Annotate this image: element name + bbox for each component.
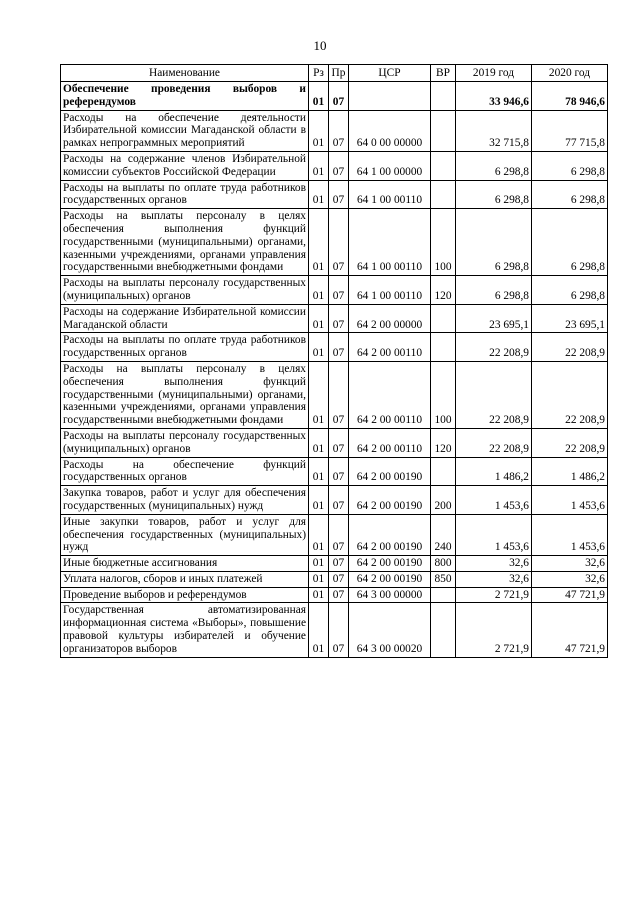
table-row — [61, 209, 608, 276]
cell-pr: 07 — [329, 514, 349, 555]
budget-table — [60, 64, 608, 658]
cell-name: Иные бюджетные ассигнования — [61, 556, 309, 572]
cell-rz: 01 — [309, 361, 329, 428]
cell-pr: 07 — [329, 457, 349, 486]
cell-name: Закупка товаров, работ и услуг для обеспечения государственных (муниципальных) нужд — [61, 486, 309, 515]
cell-2019: 6 298,8 — [456, 276, 532, 305]
cell-rz: 01 — [309, 151, 329, 180]
cell-vr: 200 — [431, 486, 456, 515]
cell-csr: 64 1 00 00000 — [349, 151, 431, 180]
table-body — [61, 82, 608, 658]
cell-vr — [431, 110, 456, 151]
cell-pr: 07 — [329, 587, 349, 603]
cell-name: Расходы на выплаты по оплате труда работников государственных органов — [61, 333, 309, 362]
cell-pr: 07 — [329, 151, 349, 180]
cell-csr: 64 1 00 00110 — [349, 276, 431, 305]
cell-vr — [431, 587, 456, 603]
cell-vr: 100 — [431, 209, 456, 276]
column-header-csr: ЦСР — [349, 65, 431, 82]
cell-name: Проведение выборов и референдумов — [61, 587, 309, 603]
cell-2019: 1 453,6 — [456, 486, 532, 515]
table-row — [61, 151, 608, 180]
cell-csr: 64 2 00 00110 — [349, 333, 431, 362]
cell-pr: 07 — [329, 209, 349, 276]
table-row — [61, 333, 608, 362]
cell-pr: 07 — [329, 361, 349, 428]
cell-vr: 240 — [431, 514, 456, 555]
cell-2020: 1 453,6 — [532, 486, 608, 515]
cell-csr: 64 2 00 00110 — [349, 361, 431, 428]
cell-2020: 22 208,9 — [532, 361, 608, 428]
cell-pr: 07 — [329, 82, 349, 111]
cell-name: Иные закупки товаров, работ и услуг для обеспечения государственных (муниципальных) нужд — [61, 514, 309, 555]
cell-name: Государственная автоматизированная информационная система «Выборы», повышение правовой культуры избирателей и обучение организаторов выборов — [61, 603, 309, 657]
cell-name: Расходы на выплаты персоналу государственных (муниципальных) органов — [61, 276, 309, 305]
page-number: 10 — [313, 38, 327, 53]
table-row — [61, 180, 608, 209]
cell-2020: 1 486,2 — [532, 457, 608, 486]
cell-name: Расходы на обеспечение деятельности Избирательной комиссии Магаданской области в рамках непрограммных мероприятий — [61, 110, 309, 151]
cell-name: Расходы на выплаты персоналу в целях обеспечения выполнения функций государственными (муниципальными) органами, казенными учреждениями, органами управления государственными внебюджетными фондами — [61, 361, 309, 428]
cell-csr — [349, 82, 431, 111]
cell-csr: 64 2 00 00190 — [349, 571, 431, 587]
table-row — [61, 457, 608, 486]
cell-2019: 22 208,9 — [456, 428, 532, 457]
cell-vr — [431, 457, 456, 486]
cell-pr: 07 — [329, 333, 349, 362]
cell-2019: 33 946,6 — [456, 82, 532, 111]
cell-csr: 64 1 00 00110 — [349, 180, 431, 209]
cell-csr: 64 3 00 00020 — [349, 603, 431, 657]
cell-csr: 64 2 00 00110 — [349, 428, 431, 457]
table-row — [61, 361, 608, 428]
cell-2019: 32,6 — [456, 571, 532, 587]
cell-name: Расходы на выплаты персоналу в целях обеспечения выполнения функций государственными (муниципальными) органами, казенными учреждениями, органами управления государственными внебюджетными фондами — [61, 209, 309, 276]
cell-2020: 6 298,8 — [532, 209, 608, 276]
cell-2020: 32,6 — [532, 571, 608, 587]
cell-rz: 01 — [309, 486, 329, 515]
table-row — [61, 514, 608, 555]
cell-2020: 47 721,9 — [532, 603, 608, 657]
cell-pr: 07 — [329, 428, 349, 457]
cell-2020: 22 208,9 — [532, 428, 608, 457]
cell-pr: 07 — [329, 603, 349, 657]
cell-2019: 22 208,9 — [456, 361, 532, 428]
cell-2019: 22 208,9 — [456, 333, 532, 362]
column-header-vr: ВР — [431, 65, 456, 82]
cell-rz: 01 — [309, 333, 329, 362]
cell-csr: 64 2 00 00190 — [349, 514, 431, 555]
cell-vr: 120 — [431, 276, 456, 305]
cell-2020: 23 695,1 — [532, 304, 608, 333]
table-row — [61, 603, 608, 657]
cell-pr: 07 — [329, 180, 349, 209]
cell-vr — [431, 333, 456, 362]
table-row — [61, 110, 608, 151]
table-row — [61, 304, 608, 333]
cell-2019: 1 453,6 — [456, 514, 532, 555]
column-header-rz: Рз — [309, 65, 329, 82]
cell-vr — [431, 151, 456, 180]
cell-csr: 64 3 00 00000 — [349, 587, 431, 603]
cell-2019: 2 721,9 — [456, 603, 532, 657]
cell-2020: 6 298,8 — [532, 276, 608, 305]
cell-rz: 01 — [309, 180, 329, 209]
cell-2020: 6 298,8 — [532, 151, 608, 180]
cell-2020: 47 721,9 — [532, 587, 608, 603]
cell-rz: 01 — [309, 82, 329, 111]
cell-2019: 23 695,1 — [456, 304, 532, 333]
cell-2020: 6 298,8 — [532, 180, 608, 209]
table-row — [61, 428, 608, 457]
cell-vr: 800 — [431, 556, 456, 572]
cell-rz: 01 — [309, 276, 329, 305]
cell-name: Расходы на содержание членов Избирательной комиссии субъектов Российской Федерации — [61, 151, 309, 180]
cell-rz: 01 — [309, 457, 329, 486]
cell-2020: 1 453,6 — [532, 514, 608, 555]
cell-rz: 01 — [309, 587, 329, 603]
cell-vr — [431, 304, 456, 333]
cell-pr: 07 — [329, 571, 349, 587]
cell-2019: 32 715,8 — [456, 110, 532, 151]
column-header-name: Наименование — [61, 65, 309, 82]
table-row — [61, 486, 608, 515]
column-header-2020: 2020 год — [532, 65, 608, 82]
cell-pr: 07 — [329, 304, 349, 333]
cell-vr — [431, 603, 456, 657]
cell-rz: 01 — [309, 209, 329, 276]
cell-name: Расходы на выплаты по оплате труда работников государственных органов — [61, 180, 309, 209]
cell-rz: 01 — [309, 110, 329, 151]
cell-pr: 07 — [329, 556, 349, 572]
cell-csr: 64 2 00 00190 — [349, 486, 431, 515]
cell-2020: 78 946,6 — [532, 82, 608, 111]
cell-name: Расходы на содержание Избирательной комиссии Магаданской области — [61, 304, 309, 333]
cell-vr — [431, 82, 456, 111]
table-header-row — [61, 65, 608, 82]
cell-name: Уплата налогов, сборов и иных платежей — [61, 571, 309, 587]
cell-csr: 64 0 00 00000 — [349, 110, 431, 151]
cell-2019: 32,6 — [456, 556, 532, 572]
cell-csr: 64 2 00 00190 — [349, 457, 431, 486]
column-header-2019: 2019 год — [456, 65, 532, 82]
cell-2019: 6 298,8 — [456, 209, 532, 276]
column-header-pr: Пр — [329, 65, 349, 82]
cell-2020: 77 715,8 — [532, 110, 608, 151]
cell-2020: 32,6 — [532, 556, 608, 572]
table-row — [61, 556, 608, 572]
cell-csr: 64 2 00 00000 — [349, 304, 431, 333]
cell-2019: 1 486,2 — [456, 457, 532, 486]
cell-csr: 64 2 00 00190 — [349, 556, 431, 572]
cell-vr: 120 — [431, 428, 456, 457]
cell-vr: 100 — [431, 361, 456, 428]
table-row — [61, 571, 608, 587]
cell-2019: 6 298,8 — [456, 151, 532, 180]
cell-2019: 2 721,9 — [456, 587, 532, 603]
cell-pr: 07 — [329, 486, 349, 515]
cell-rz: 01 — [309, 571, 329, 587]
table-row — [61, 587, 608, 603]
cell-name: Обеспечение проведения выборов и референдумов — [61, 82, 309, 111]
cell-pr: 07 — [329, 110, 349, 151]
cell-name: Расходы на выплаты персоналу государственных (муниципальных) органов — [61, 428, 309, 457]
cell-csr: 64 1 00 00110 — [349, 209, 431, 276]
cell-rz: 01 — [309, 556, 329, 572]
table-row — [61, 82, 608, 111]
cell-2019: 6 298,8 — [456, 180, 532, 209]
cell-name: Расходы на обеспечение функций государственных органов — [61, 457, 309, 486]
cell-vr — [431, 180, 456, 209]
cell-rz: 01 — [309, 428, 329, 457]
cell-rz: 01 — [309, 603, 329, 657]
cell-rz: 01 — [309, 514, 329, 555]
cell-pr: 07 — [329, 276, 349, 305]
cell-vr: 850 — [431, 571, 456, 587]
cell-rz: 01 — [309, 304, 329, 333]
cell-2020: 22 208,9 — [532, 333, 608, 362]
table-row — [61, 276, 608, 305]
